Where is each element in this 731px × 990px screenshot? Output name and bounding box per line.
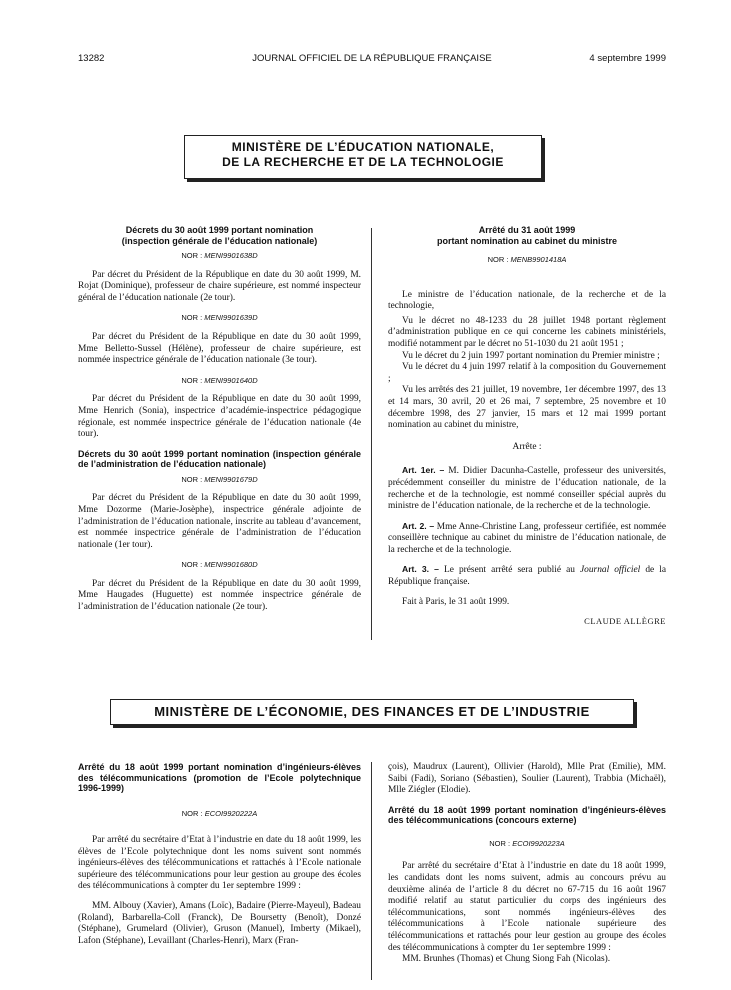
nor-code: MENI9901638D <box>204 251 258 260</box>
arrete-title <box>388 225 666 246</box>
journal-reference: Journal officiel <box>580 565 641 576</box>
decree-title-line2: (inspection générale de l’éducation nationale) <box>121 235 318 246</box>
decree-title-line1: Décrets du 30 août 1999 portant nomination <box>125 225 314 235</box>
arrete-title-line2: portant nomination au cabinet du ministre <box>436 235 617 246</box>
nor-reference <box>78 808 361 820</box>
nor-label: NOR : <box>181 560 205 570</box>
nor-code: ECOI9920223A <box>512 838 565 848</box>
nor-code: MENI9901679D <box>204 474 258 484</box>
decree-paragraph: Par décret du Président de la République en date du 30 août 1999, Mme Haugades (Huguette) est nommée inspectrice générale de l’administration de l’éducation nationale (2e tour). <box>78 578 361 613</box>
article-text: Mme Anne-Christine Lang, professeur certifiée, est nommée conseillère technique au cabinet du ministre de l’éducation nationale, de la recherche et de la technologie. <box>388 521 667 555</box>
nor-reference <box>388 254 666 266</box>
column-divider <box>371 228 372 640</box>
article-text: Le présent arrêté sera publié au <box>438 565 581 576</box>
nor-code: MENI9901639D <box>204 313 258 323</box>
arrete-intro: Le ministre de l’éducation nationale, de la recherche et de la technologie, <box>388 289 666 312</box>
arrete-paragraph: Par arrêté du secrétaire d’Etat à l’industrie en date du 18 août 1999, les candidats dont les noms suivent, admis au concours prévu au deuxième alinéa de l’article 8 du décret no 67-715 du 16 août 1967 modifié relatif au statut particulier du corps des ingénieurs des télécommunications, sont nommés ingénieurs-élèves des télécommunications à l’Ecole nationale supérieure des télécommunications et rattachés pour leur gestion au groupe des écoles des télécommunications à compter du 1er septembre 1999 : <box>388 861 666 953</box>
column-divider <box>371 762 372 980</box>
issue-date: 4 septembre 1999 <box>589 53 666 64</box>
decree-title-2: Décrets du 30 août 1999 portant nomination (inspection générale de l’administration de l’éducation nationale) <box>78 448 361 470</box>
article-label: Art. 2. – <box>402 520 435 531</box>
arrete-paragraph: Par arrêté du secrétaire d’Etat à l’industrie en date du 18 août 1999, les élèves de l’Ecole polytechnique dont les noms suivent sont nommés ingénieurs-élèves des télécommunications et rattachés à l’Ecole nationale supérieure des télécommunications pour leur gestion au groupe des écoles des télécommunications à compter du 1er septembre 1999 : <box>78 835 361 892</box>
nor-label: NOR : <box>181 474 205 484</box>
left-column-economy <box>78 762 361 955</box>
names-continued: çois), Maudrux (Laurent), Ollivier (Harold), Mlle Prat (Emilie), MM. Saibi (Fadi), Soriano (Sébastien), Soulier (Laurent), Trabbia (Michaël), Mlle Ziégler (Elodie). <box>388 762 666 796</box>
decree-paragraph: Par décret du Président de la République en date du 30 août 1999, M. Rojat (Dominique), professeur de chaire supérieure, est nommé inspecteur général de l’éducation nationale (2e tour). <box>78 269 361 303</box>
visa-paragraph: Vu le décret du 4 juin 1997 relatif à la composition du Gouvernement ; <box>388 362 666 384</box>
signature: CLAUDE ALLÈGRE <box>584 616 666 627</box>
running-header <box>78 53 666 67</box>
names-paragraph: MM. Brunhes (Thomas) et Chung Siong Fah (Nicolas). <box>402 954 611 965</box>
ministry-line-2: DE LA RECHERCHE ET DE LA TECHNOLOGIE <box>222 155 504 169</box>
done-at: Fait à Paris, le 31 août 1999. <box>402 596 510 607</box>
journal-title: JOURNAL OFFICIEL DE LA RÉPUBLIQUE FRANÇAISE <box>252 53 492 64</box>
article-2 <box>388 521 666 557</box>
arrete-keyword: Arrête : <box>512 441 542 452</box>
arrete-title-line1: Arrêté du 31 août 1999 <box>478 225 576 235</box>
nor-label: NOR : <box>181 808 205 818</box>
nor-code: MENI9901680D <box>204 560 258 570</box>
nor-reference <box>388 838 666 850</box>
nor-reference <box>78 250 361 262</box>
visa-paragraph: Vu les arrêtés des 21 juillet, 19 novembre, 1er décembre 1997, des 13 et 14 mars, 30 avril, 20 et 26 mai, 7 septembre, 25 novembre et 10 décembre 1998, des 27 janvier, 15 mars et 12 mai 1999 portant nomination au cabinet du ministre, <box>388 385 666 431</box>
nor-reference <box>78 474 361 486</box>
nor-label: NOR : <box>181 251 205 260</box>
arrete-title: Arrêté du 18 août 1999 portant nomination d’ingénieurs-élèves des télécommunications (promotion de l’Ecole polytechnique 1996-1999) <box>78 762 361 793</box>
page-number: 13282 <box>78 53 105 64</box>
nor-code: MENB9901418A <box>510 255 567 264</box>
nor-label: NOR : <box>489 838 513 848</box>
nor-label: NOR : <box>181 313 205 323</box>
article-1 <box>388 465 666 512</box>
names-paragraph: MM. Albouy (Xavier), Amans (Loïc), Badaire (Pierre-Mayeul), Badeau (Roland), Barbarella-Coll (Franck), De Boursetty (Benoît), Donzé (Stéphane), Grumelard (Olivier), Gruson (Manuel), Imberty (Mikael), Lafon (Stéphane), Levaillant (Charles-Henri), Marx (Fran- <box>78 901 361 946</box>
right-column-economy <box>388 762 666 974</box>
nor-label: NOR : <box>487 255 511 264</box>
nor-reference <box>78 375 361 387</box>
ministry-line-1: MINISTÈRE DE L’ÉDUCATION NATIONALE, <box>231 140 495 154</box>
visa-paragraph: Vu le décret du 2 juin 1997 portant nomination du Premier ministre ; <box>402 350 660 361</box>
nor-code: MENI9901640D <box>204 375 258 385</box>
left-column-education <box>78 225 361 622</box>
ministry-heading-education <box>184 135 542 179</box>
visa-paragraph: Vu le décret no 48-1233 du 28 juillet 1948 portant règlement d’administration publique en ce qui concerne les cabinets ministériels, modifié notamment par le décret no 51-1030 du 21 août 1951 ; <box>388 315 666 349</box>
nor-code: ECOI9920222A <box>204 808 258 818</box>
right-column-education <box>388 225 666 628</box>
nor-reference <box>78 559 361 571</box>
article-text: M. Didier Dacunha-Castelle, professeur des universités, précédemment conseiller du ministre de l’éducation nationale, de la recherche et de la technologie, est nommé conseiller spécial auprès du ministre de l’éducation nationale, de la recherche et de la technologie. <box>388 466 667 512</box>
article-label: Art. 1er. – <box>402 465 445 476</box>
arrete-title: Arrêté du 18 août 1999 portant nomination d’ingénieurs-élèves des télécommunications (concours externe) <box>388 804 666 826</box>
decree-title <box>78 225 361 246</box>
article-label: Art. 3. – <box>402 564 439 575</box>
nor-label: NOR : <box>181 375 205 385</box>
decree-paragraph: Par décret du Président de la République en date du 30 août 1999, Mme Belletto-Sussel (Hélène), professeur de chaire supérieure, est nommée inspectrice générale de l’éducation nationale (3e tour). <box>78 331 361 366</box>
decree-paragraph: Par décret du Président de la République en date du 30 août 1999, Mme Henrich (Sonia), inspectrice d’académie-inspectrice pédagogique régionale, est nommée inspectrice générale de l’éducation nationale (4e tour). <box>78 394 361 440</box>
article-3 <box>388 564 666 588</box>
ministry-heading-economy: MINISTÈRE DE L’ÉCONOMIE, DES FINANCES ET DE L’INDUSTRIE <box>110 699 634 725</box>
decree-paragraph: Par décret du Président de la République en date du 30 août 1999, Mme Dozorme (Marie-Josèphe), inspectrice générale adjointe de l’administration de l’éducation nationale, inscrite au tableau d’avancement, est nommée inspectrice générale de l’administration de l’éducation nationale (1er tour). <box>78 493 361 550</box>
article-text-end: de la République française. <box>388 565 667 588</box>
nor-reference <box>78 312 361 324</box>
